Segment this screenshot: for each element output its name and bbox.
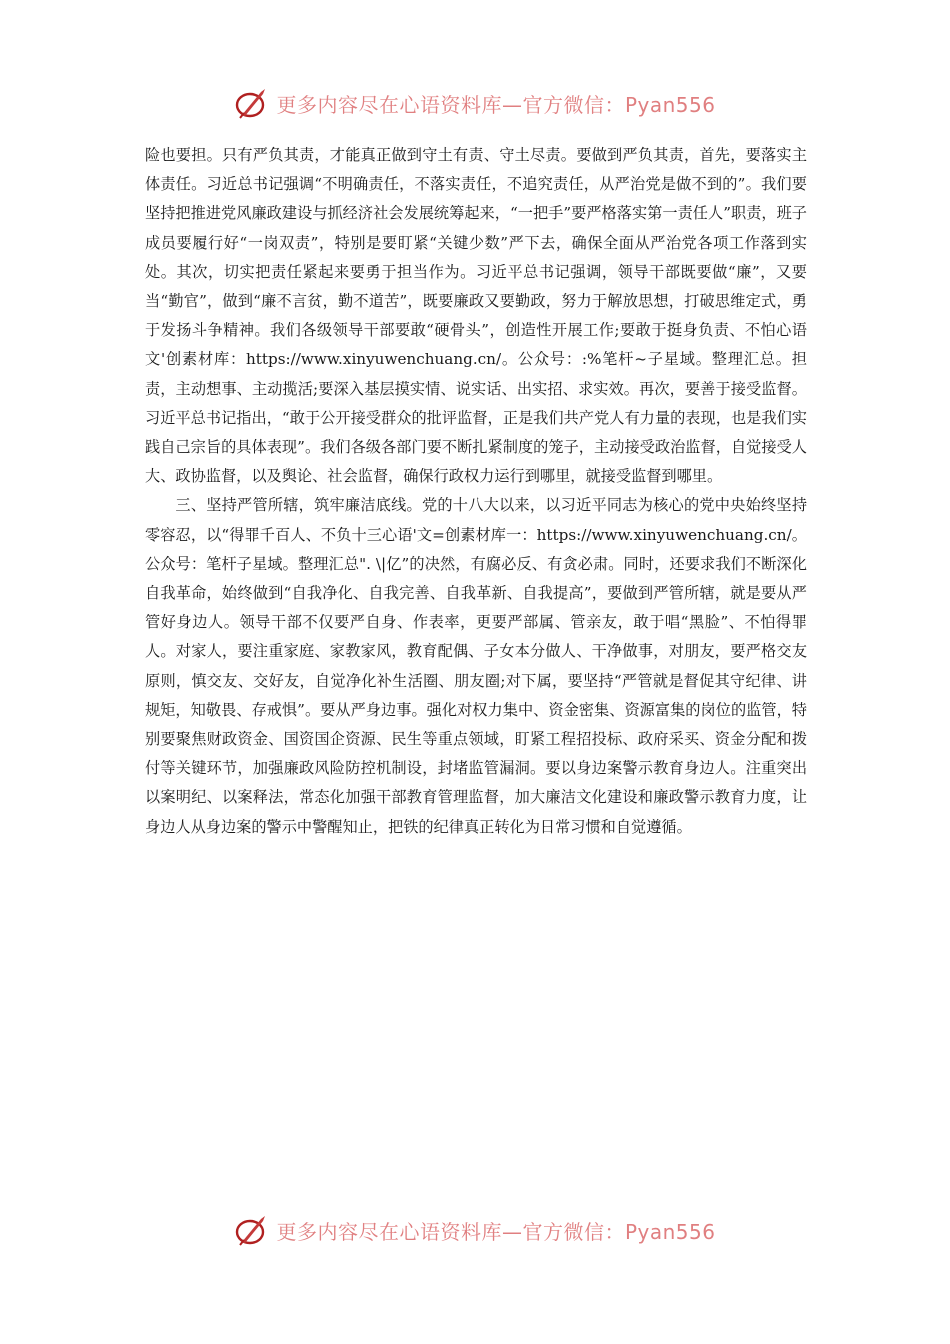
header-banner <box>0 83 950 123</box>
paragraph-1: 险也要担。只有严负其责，才能真正做到守土有责、守土尽责。要做到严负其责，首先，要落实主体责任。习近总书记强调“不明确责任，不落实责任，不追究责任，从严治党是做不到的”。我们要坚持把推进党风廉政建设与抓经济社会发展统筹起来，“一把手”要严格落实第一责任人”职责，班子成员要履行好“一岗双责”，特别是要盯紧“关键少数”严下去，确保全面从严治党各项工作落到实处。其次，切实把责任紧起来要勇于担当作为。习近平总书记强调，领导干部既要做“廉”，又要当“勤官”，做到“廉不言贫，勤不道苦”，既要廉政又要勤政，努力于解放思想，打破思维定式，勇于发扬斗争精神。我们各级领导干部要敢“硬骨头”，创造性开展工作;要敢于挺身负责、不怕心语文'创素材库：https://www.xinyuwenchuang.cn/。公众号：:%笔杆~子星域。整理汇总。担责，主动想事、主动揽活;要深入基层摸实情、说实话、出实招、求实效。再次，要善于接受监督。习近平总书记指出，“敢于公开接受群众的批评监督，正是我们共产党人有力量的表现，也是我们实践自己宗旨的具体表现”。我们各级各部门要不断扎紧制度的笼子，主动接受政治监督，自觉接受人大、政协监督，以及舆论、社会监督，确保行政权力运行到哪里，就接受监督到哪里。 <box>145 146 807 486</box>
footer-banner <box>0 1210 950 1250</box>
paragraph-2: 三、坚持严管所辖，筑牢廉洁底线。党的十八大以来，以习近平同志为核心的党中央始终坚持零容忍，以“得罪千百人、不负十三心语'文=创素材库一：https://www.xinyuwenchuang.cn/。公众号：笔杆子星域。整理汇总". \|亿”的决然，有腐必反、有贪必肃。同时，还要求我们不断深化自我革命，始终做到“自我净化、自我完善、自我革新、自我提高”，要做到严管所辖，就是要从严管好身边人。领导干部不仅要严自身、作表率，更要严部属、管亲友，敢于唱“黑脸”、不怕得罪人。对家人，要注重家庭、家教家风，教育配偶、子女本分做人、干净做事，对朋友，要严格交友原则，慎交友、交好友，自觉净化补生活圈、朋友圈;对下属，要坚持“严管就是督促其守纪律、讲规矩，知敬畏、存戒惧”。要从严身边事。强化对权力集中、资金密集、资源富集的岗位的监管，特别要聚焦财政资金、国资国企资源、民生等重点领域，盯紧工程招投标、政府采买、资金分配和拨付等关键环节，加强廉政风险防控机制设，封堵监管漏洞。要以身边案警示教育身边人。注重突出以案明纪、以案释法，常态化加强干部教育管理监督，加大廉洁文化建设和廉政警示教育力度，让身边人从身边案的警示中警醒知止，把铁的纪律真正转化为日常习惯和自觉遵循。 <box>145 496 807 836</box>
footer-banner-text: 更多内容尽在心语资料库—官方微信：Pyan556 <box>276 1219 716 1244</box>
quill-pen-logo-icon <box>234 85 270 121</box>
header-banner-text: 更多内容尽在心语资料库—官方微信：Pyan556 <box>276 92 716 117</box>
quill-pen-logo-icon <box>234 1212 270 1248</box>
document-body <box>145 141 807 842</box>
